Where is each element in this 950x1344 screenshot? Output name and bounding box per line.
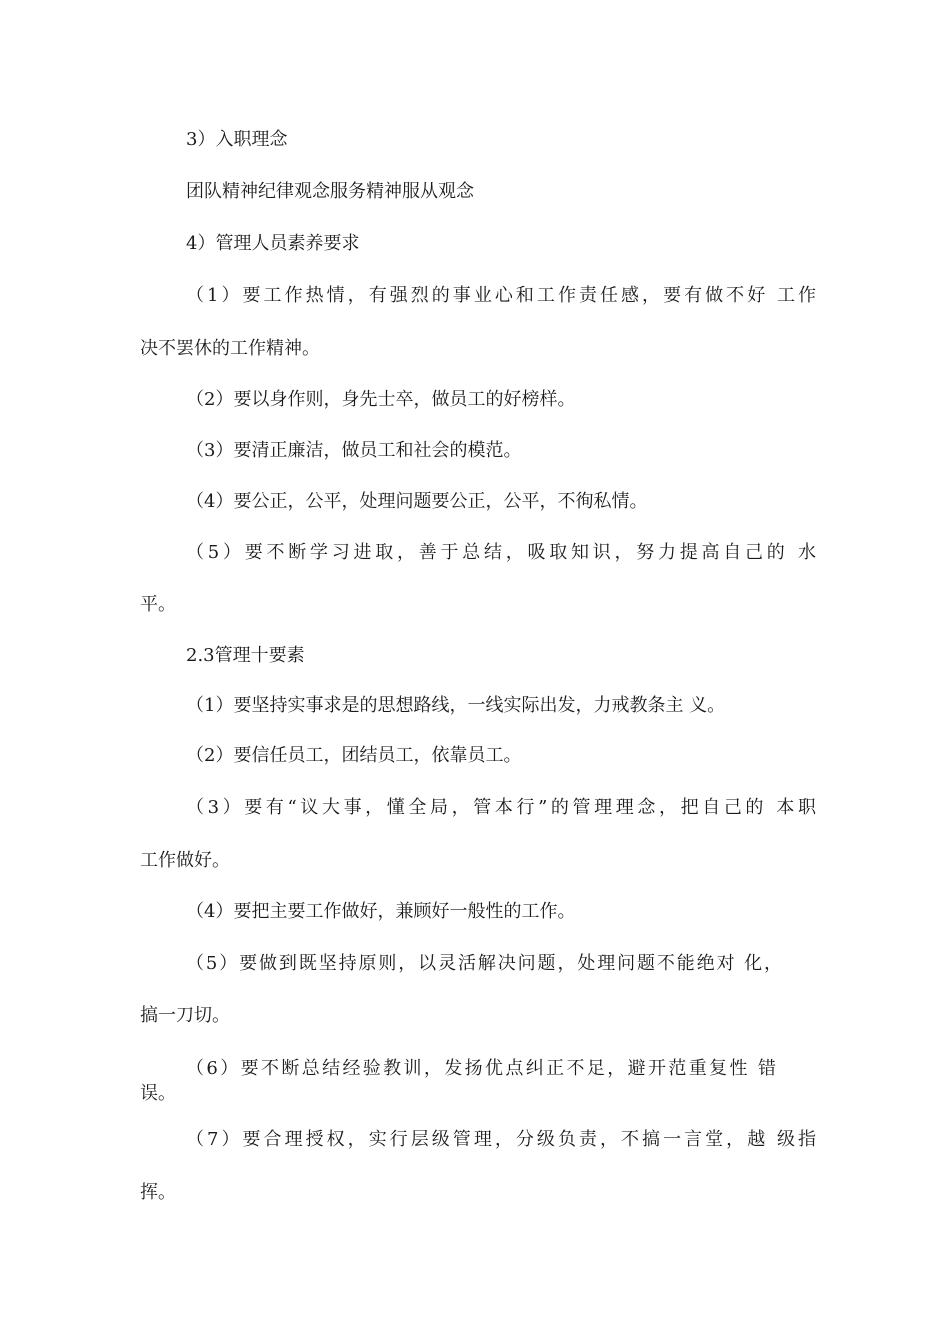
heading-onboarding-philosophy: 3）入职理念 [186,129,288,150]
element-item-6-line-1: （6）要不断总结经验教训，发扬优点纠正不足，避开范重复性 错 [186,1058,776,1079]
element-item-1: （1）要坚持实事求是的思想路线，一线实际出发，力戒教条主 义。 [186,695,726,716]
quality-item-1-line-1: （1）要工作热情，有强烈的事业心和工作责任感，要有做不好 工作 [186,285,816,306]
element-item-3-line-1: （3）要有“议大事，懂全局，管本行”的管理理念，把自己的 本职 [186,797,816,818]
element-item-4: （4）要把主要工作做好，兼顾好一般性的工作。 [186,901,576,922]
quality-item-5-line-1: （5）要不断学习进取，善于总结，吸取知识，努力提高自己的 水 [186,542,816,563]
element-item-5-line-2: 搞一刀切。 [140,1005,230,1026]
element-item-5-line-1: （5）要做到既坚持原则，以灵活解决问题，处理问题不能绝对 化， [186,953,782,974]
quality-item-5-line-2: 平。 [140,594,176,615]
element-item-2: （2）要信任员工，团结员工，依靠员工。 [186,745,522,766]
element-item-6-line-2: 误。 [140,1083,176,1104]
heading-ten-elements: 2.3管理十要素 [186,645,305,666]
element-item-3-line-2: 工作做好。 [140,850,230,871]
paragraph-philosophy-items: 团队精神纪律观念服务精神服从观念 [186,181,474,202]
quality-item-1-line-2: 决不罢休的工作精神。 [140,338,320,359]
element-item-7-line-2: 挥。 [140,1182,176,1203]
heading-manager-qualities: 4）管理人员素养要求 [186,233,360,254]
quality-item-2: （2）要以身作则，身先士卒，做员工的好榜样。 [186,389,576,410]
element-item-7-line-1: （7）要合理授权，实行层级管理，分级负责，不搞一言堂，越 级指 [186,1129,816,1150]
quality-item-3: （3）要清正廉洁，做员工和社会的模范。 [186,440,522,461]
quality-item-4: （4）要公正，公平，处理问题要公正，公平，不徇私情。 [186,491,648,512]
